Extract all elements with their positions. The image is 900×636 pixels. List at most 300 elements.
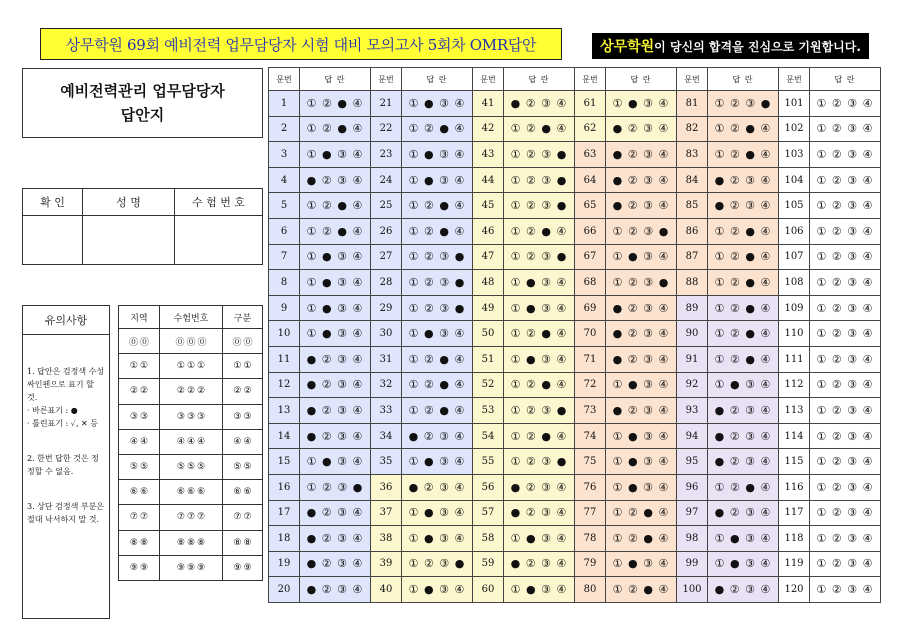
answer-bubble[interactable]: ②: [322, 224, 333, 238]
answer-bubble[interactable]: ④: [352, 147, 364, 161]
answer-bubble[interactable]: ①: [612, 531, 624, 545]
answer-bubble[interactable]: ②: [525, 96, 537, 110]
answer-bubble[interactable]: ②: [831, 275, 843, 289]
digit-bubble[interactable]: ③: [233, 411, 242, 422]
digit-bubble[interactable]: ①: [197, 361, 206, 372]
digit-bubble[interactable]: ⑤: [176, 462, 185, 473]
filled-bubble[interactable]: ●: [352, 480, 364, 494]
answer-bubble[interactable]: ①: [816, 506, 828, 520]
answer-bubble[interactable]: ④: [760, 352, 772, 366]
answer-bubble[interactable]: ④: [760, 199, 772, 213]
answer-bubble[interactable]: ④: [454, 352, 466, 366]
answer-bubbles[interactable]: [300, 372, 371, 398]
answer-bubble[interactable]: ④: [556, 480, 568, 494]
answer-bubbles[interactable]: [810, 423, 881, 449]
filled-bubble[interactable]: ●: [628, 378, 639, 392]
answer-bubbles[interactable]: [504, 167, 575, 193]
answer-bubbles[interactable]: [504, 244, 575, 270]
filled-bubble[interactable]: ●: [424, 583, 435, 597]
answer-bubble[interactable]: ④: [760, 301, 772, 315]
answer-bubble[interactable]: ①: [714, 557, 726, 571]
answer-bubble[interactable]: ④: [760, 557, 772, 571]
filled-bubble[interactable]: ●: [745, 250, 756, 264]
answer-bubble[interactable]: ①: [816, 583, 828, 597]
answer-bubble[interactable]: ①: [408, 583, 420, 597]
answer-bubble[interactable]: ①: [816, 224, 828, 238]
answer-bubbles[interactable]: [606, 474, 677, 500]
answer-bubble[interactable]: ①: [306, 250, 318, 264]
filled-bubble[interactable]: ●: [306, 506, 318, 520]
answer-bubble[interactable]: ③: [439, 327, 450, 341]
code-bubble-cell[interactable]: [160, 329, 223, 354]
answer-bubble[interactable]: ③: [847, 224, 859, 238]
filled-bubble[interactable]: ●: [408, 429, 420, 443]
answer-bubble[interactable]: ③: [541, 301, 552, 315]
answer-bubbles[interactable]: [708, 500, 779, 526]
filled-bubble[interactable]: ●: [760, 96, 772, 110]
answer-bubble[interactable]: ④: [556, 275, 568, 289]
answer-bubble[interactable]: ③: [847, 147, 859, 161]
digit-bubble[interactable]: ⑤: [197, 462, 206, 473]
answer-bubble[interactable]: ②: [627, 352, 639, 366]
answer-bubble[interactable]: ③: [847, 173, 859, 187]
answer-bubble[interactable]: ②: [730, 301, 741, 315]
code-bubble-cell[interactable]: [223, 480, 263, 505]
digit-bubble[interactable]: ③: [129, 411, 138, 422]
filled-bubble[interactable]: ●: [745, 122, 756, 136]
answer-bubble[interactable]: ②: [831, 403, 843, 417]
code-bubble-cell[interactable]: [119, 429, 160, 454]
answer-bubble[interactable]: ④: [862, 147, 874, 161]
code-bubble-cell[interactable]: [160, 404, 223, 429]
answer-bubble[interactable]: ④: [352, 301, 364, 315]
answer-bubble[interactable]: ③: [643, 327, 654, 341]
answer-bubbles[interactable]: [606, 321, 677, 347]
digit-bubble[interactable]: ⓪: [140, 337, 150, 348]
digit-bubble[interactable]: ⑦: [197, 512, 206, 523]
filled-bubble[interactable]: ●: [556, 250, 568, 264]
answer-bubble[interactable]: ③: [745, 173, 756, 187]
answer-bubbles[interactable]: [810, 218, 881, 244]
digit-bubble[interactable]: ②: [186, 386, 196, 397]
filled-bubble[interactable]: ●: [556, 173, 568, 187]
answer-bubble[interactable]: ①: [306, 224, 318, 238]
answer-bubbles[interactable]: [300, 423, 371, 449]
answer-bubbles[interactable]: [708, 551, 779, 577]
filled-bubble[interactable]: ●: [306, 403, 318, 417]
answer-bubble[interactable]: ④: [352, 583, 364, 597]
answer-bubbles[interactable]: [708, 167, 779, 193]
answer-bubble[interactable]: ④: [658, 352, 670, 366]
digit-bubble[interactable]: ④: [243, 436, 252, 447]
filled-bubble[interactable]: ●: [306, 352, 318, 366]
answer-bubble[interactable]: ③: [643, 250, 654, 264]
answer-bubble[interactable]: ①: [408, 147, 420, 161]
filled-bubble[interactable]: ●: [541, 429, 552, 443]
answer-bubble[interactable]: ②: [423, 480, 435, 494]
filled-bubble[interactable]: ●: [745, 224, 756, 238]
answer-bubble[interactable]: ②: [627, 403, 639, 417]
answer-bubble[interactable]: ①: [816, 327, 828, 341]
answer-bubble[interactable]: ②: [525, 506, 537, 520]
answer-bubble[interactable]: ①: [816, 557, 828, 571]
digit-bubble[interactable]: ⑨: [140, 562, 149, 573]
answer-bubble[interactable]: ③: [847, 480, 859, 494]
answer-bubble[interactable]: ②: [831, 531, 843, 545]
answer-bubble[interactable]: ①: [306, 122, 318, 136]
filled-bubble[interactable]: ●: [510, 557, 522, 571]
code-bubble-cell[interactable]: [160, 354, 223, 379]
answer-bubble[interactable]: ③: [439, 147, 450, 161]
answer-bubbles[interactable]: [300, 346, 371, 372]
answer-bubble[interactable]: ①: [816, 429, 828, 443]
answer-bubble[interactable]: ②: [729, 429, 741, 443]
answer-bubble[interactable]: ①: [408, 301, 420, 315]
digit-bubble[interactable]: ④: [186, 436, 196, 447]
filled-bubble[interactable]: ●: [714, 455, 726, 469]
answer-bubble[interactable]: ④: [658, 583, 670, 597]
answer-bubble[interactable]: ④: [454, 173, 466, 187]
answer-bubble[interactable]: ④: [352, 403, 364, 417]
answer-bubble[interactable]: ③: [541, 199, 553, 213]
answer-bubble[interactable]: ④: [352, 250, 364, 264]
answer-bubbles[interactable]: [402, 244, 473, 270]
answer-bubbles[interactable]: [504, 116, 575, 142]
digit-bubble[interactable]: ⑦: [140, 512, 149, 523]
digit-bubble[interactable]: ⑨: [176, 562, 185, 573]
answer-bubble[interactable]: ③: [541, 352, 552, 366]
answer-bubble[interactable]: ②: [729, 403, 741, 417]
digit-bubble[interactable]: ⑦: [176, 512, 185, 523]
answer-bubble[interactable]: ③: [847, 429, 859, 443]
code-bubble-cell[interactable]: [119, 454, 160, 479]
answer-bubble[interactable]: ①: [306, 301, 318, 315]
answer-bubble[interactable]: ①: [306, 199, 318, 213]
answer-bubble[interactable]: ④: [862, 506, 874, 520]
filled-bubble[interactable]: ●: [424, 327, 435, 341]
answer-bubbles[interactable]: [402, 346, 473, 372]
answer-bubble[interactable]: ①: [408, 173, 420, 187]
answer-bubble[interactable]: ②: [627, 122, 639, 136]
answer-bubble[interactable]: ③: [439, 250, 451, 264]
answer-bubble[interactable]: ②: [526, 147, 537, 161]
answer-bubble[interactable]: ④: [352, 199, 364, 213]
digit-bubble[interactable]: ⑧: [176, 537, 185, 548]
answer-bubble[interactable]: ①: [408, 455, 420, 469]
answer-bubble[interactable]: ④: [352, 173, 364, 187]
answer-bubble[interactable]: ③: [643, 96, 654, 110]
answer-bubbles[interactable]: [300, 116, 371, 142]
answer-bubble[interactable]: ④: [862, 378, 874, 392]
answer-bubble[interactable]: ①: [408, 378, 420, 392]
code-bubble-cell[interactable]: [119, 404, 160, 429]
answer-bubble[interactable]: ①: [714, 301, 726, 315]
answer-bubble[interactable]: ②: [730, 480, 741, 494]
answer-bubble[interactable]: ②: [424, 378, 435, 392]
answer-bubble[interactable]: ②: [729, 583, 741, 597]
answer-bubble[interactable]: ②: [321, 378, 333, 392]
answer-bubble[interactable]: ④: [658, 199, 670, 213]
answer-bubbles[interactable]: [708, 474, 779, 500]
answer-bubble[interactable]: ④: [556, 224, 568, 238]
filled-bubble[interactable]: ●: [306, 173, 318, 187]
digit-bubble[interactable]: ⑥: [233, 487, 242, 498]
filled-bubble[interactable]: ●: [322, 147, 333, 161]
answer-bubbles[interactable]: [606, 193, 677, 219]
answer-bubble[interactable]: ④: [862, 352, 874, 366]
answer-bubble[interactable]: ①: [408, 403, 420, 417]
answer-bubble[interactable]: ①: [816, 352, 828, 366]
digit-bubble[interactable]: ⑧: [129, 537, 138, 548]
answer-bubble[interactable]: ①: [408, 506, 420, 520]
answer-bubble[interactable]: ①: [510, 583, 522, 597]
answer-bubbles[interactable]: [606, 142, 677, 168]
filled-bubble[interactable]: ●: [643, 583, 654, 597]
answer-bubble[interactable]: ④: [658, 531, 670, 545]
digit-bubble[interactable]: ④: [197, 436, 206, 447]
answer-bubbles[interactable]: [708, 244, 779, 270]
filled-bubble[interactable]: ●: [306, 557, 318, 571]
answer-bubble[interactable]: ③: [745, 531, 756, 545]
answer-bubbles[interactable]: [606, 270, 677, 296]
answer-bubbles[interactable]: [504, 321, 575, 347]
answer-bubbles[interactable]: [504, 346, 575, 372]
digit-bubble[interactable]: ⑨: [243, 562, 252, 573]
answer-bubble[interactable]: ③: [745, 96, 757, 110]
answer-bubble[interactable]: ③: [337, 506, 348, 520]
answer-bubble[interactable]: ③: [439, 96, 450, 110]
filled-bubble[interactable]: ●: [628, 557, 639, 571]
answer-bubble[interactable]: ②: [628, 531, 639, 545]
filled-bubble[interactable]: ●: [612, 403, 624, 417]
filled-bubble[interactable]: ●: [439, 352, 450, 366]
filled-bubble[interactable]: ●: [439, 122, 450, 136]
filled-bubble[interactable]: ●: [322, 327, 333, 341]
answer-bubble[interactable]: ④: [862, 224, 874, 238]
answer-bubble[interactable]: ③: [745, 378, 756, 392]
answer-bubble[interactable]: ①: [816, 122, 828, 136]
answer-bubble[interactable]: ④: [352, 378, 364, 392]
answer-bubble[interactable]: ①: [816, 96, 828, 110]
answer-bubbles[interactable]: [708, 526, 779, 552]
answer-bubble[interactable]: ②: [322, 480, 333, 494]
answer-bubble[interactable]: ②: [729, 173, 741, 187]
answer-bubble[interactable]: ②: [628, 506, 639, 520]
answer-bubble[interactable]: ③: [847, 301, 859, 315]
answer-bubble[interactable]: ④: [658, 96, 670, 110]
answer-bubble[interactable]: ③: [337, 173, 348, 187]
digit-bubble[interactable]: ⓪: [128, 337, 138, 348]
filled-bubble[interactable]: ●: [745, 275, 756, 289]
answer-bubble[interactable]: ④: [556, 506, 568, 520]
filled-bubble[interactable]: ●: [612, 301, 624, 315]
answer-bubble[interactable]: ①: [816, 378, 828, 392]
digit-bubble[interactable]: ⑧: [243, 537, 252, 548]
answer-bubbles[interactable]: [606, 398, 677, 424]
answer-bubble[interactable]: ③: [847, 275, 859, 289]
answer-bubbles[interactable]: [504, 142, 575, 168]
filled-bubble[interactable]: ●: [541, 224, 552, 238]
answer-bubble[interactable]: ③: [745, 506, 756, 520]
answer-bubble[interactable]: ③: [745, 199, 756, 213]
answer-bubble[interactable]: ①: [510, 378, 522, 392]
answer-bubble[interactable]: ④: [556, 583, 568, 597]
answer-bubbles[interactable]: [504, 423, 575, 449]
filled-bubble[interactable]: ●: [714, 403, 726, 417]
answer-bubble[interactable]: ③: [541, 173, 553, 187]
answer-bubbles[interactable]: [606, 423, 677, 449]
digit-bubble[interactable]: ⑥: [243, 487, 252, 498]
answer-bubble[interactable]: ④: [454, 403, 466, 417]
answer-bubble[interactable]: ①: [612, 506, 624, 520]
digit-bubble[interactable]: ⑧: [186, 537, 196, 548]
answer-bubble[interactable]: ④: [760, 429, 772, 443]
answer-bubble[interactable]: ④: [862, 531, 874, 545]
filled-bubble[interactable]: ●: [612, 327, 624, 341]
filled-bubble[interactable]: ●: [658, 224, 670, 238]
digit-bubble[interactable]: ⓪: [197, 337, 207, 348]
answer-bubble[interactable]: ③: [439, 583, 450, 597]
answer-bubble[interactable]: ③: [745, 455, 756, 469]
answer-bubble[interactable]: ①: [816, 147, 828, 161]
answer-bubble[interactable]: ③: [337, 583, 348, 597]
answer-bubble[interactable]: ①: [510, 429, 522, 443]
answer-bubble[interactable]: ④: [454, 378, 466, 392]
answer-bubble[interactable]: ③: [439, 455, 450, 469]
code-bubble-cell[interactable]: [223, 379, 263, 404]
filled-bubble[interactable]: ●: [612, 173, 624, 187]
answer-bubble[interactable]: ④: [556, 122, 568, 136]
answer-bubble[interactable]: ②: [831, 506, 843, 520]
code-bubble-cell[interactable]: [119, 354, 160, 379]
answer-bubble[interactable]: ①: [408, 122, 420, 136]
answer-bubbles[interactable]: [810, 474, 881, 500]
answer-bubble[interactable]: ③: [643, 301, 654, 315]
answer-bubble[interactable]: ②: [831, 583, 843, 597]
answer-bubble[interactable]: ④: [862, 122, 874, 136]
answer-bubbles[interactable]: [504, 295, 575, 321]
filled-bubble[interactable]: ●: [454, 275, 466, 289]
answer-bubbles[interactable]: [504, 526, 575, 552]
answer-bubble[interactable]: ③: [847, 506, 859, 520]
answer-bubble[interactable]: ②: [423, 429, 435, 443]
answer-bubble[interactable]: ①: [612, 250, 624, 264]
answer-bubble[interactable]: ④: [454, 147, 466, 161]
answer-bubble[interactable]: ②: [424, 122, 435, 136]
answer-bubble[interactable]: ①: [612, 429, 624, 443]
answer-bubble[interactable]: ③: [847, 378, 859, 392]
filled-bubble[interactable]: ●: [322, 275, 333, 289]
answer-bubble[interactable]: ②: [525, 480, 537, 494]
digit-bubble[interactable]: ①: [233, 361, 242, 372]
filled-bubble[interactable]: ●: [745, 480, 756, 494]
answer-bubble[interactable]: ③: [847, 250, 859, 264]
answer-bubbles[interactable]: [402, 270, 473, 296]
answer-bubbles[interactable]: [708, 91, 779, 117]
digit-bubble[interactable]: ⑥: [176, 487, 185, 498]
answer-bubble[interactable]: ①: [714, 480, 726, 494]
answer-bubble[interactable]: ①: [714, 224, 726, 238]
filled-bubble[interactable]: ●: [628, 250, 639, 264]
answer-bubble[interactable]: ③: [745, 557, 756, 571]
answer-bubbles[interactable]: [402, 295, 473, 321]
answer-bubble[interactable]: ④: [760, 506, 772, 520]
filled-bubble[interactable]: ●: [306, 378, 318, 392]
answer-bubble[interactable]: ④: [556, 429, 568, 443]
answer-bubbles[interactable]: [810, 372, 881, 398]
digit-bubble[interactable]: ①: [186, 361, 196, 372]
answer-bubble[interactable]: ②: [526, 122, 537, 136]
answer-bubble[interactable]: ③: [541, 583, 552, 597]
answer-bubbles[interactable]: [402, 398, 473, 424]
answer-bubble[interactable]: ③: [541, 455, 553, 469]
answer-bubble[interactable]: ②: [526, 455, 537, 469]
answer-bubble[interactable]: ②: [730, 275, 741, 289]
answer-bubble[interactable]: ①: [408, 224, 420, 238]
answer-bubble[interactable]: ④: [352, 352, 364, 366]
answer-bubble[interactable]: ④: [556, 301, 568, 315]
digit-bubble[interactable]: ⓪: [232, 337, 242, 348]
answer-bubbles[interactable]: [708, 193, 779, 219]
answer-bubble[interactable]: ③: [847, 583, 859, 597]
answer-bubble[interactable]: ④: [658, 429, 670, 443]
digit-bubble[interactable]: ①: [140, 361, 149, 372]
answer-bubbles[interactable]: [708, 346, 779, 372]
answer-bubbles[interactable]: [606, 526, 677, 552]
answer-bubble[interactable]: ③: [745, 429, 756, 443]
filled-bubble[interactable]: ●: [556, 403, 568, 417]
answer-bubble[interactable]: ③: [337, 301, 348, 315]
answer-bubble[interactable]: ④: [760, 173, 772, 187]
code-bubble-cell[interactable]: [119, 379, 160, 404]
answer-bubble[interactable]: ④: [760, 455, 772, 469]
answer-bubbles[interactable]: [810, 500, 881, 526]
filled-bubble[interactable]: ●: [510, 480, 522, 494]
answer-bubble[interactable]: ①: [510, 199, 522, 213]
answer-bubble[interactable]: ①: [816, 403, 828, 417]
answer-bubble[interactable]: ①: [714, 147, 726, 161]
answer-bubble[interactable]: ①: [714, 327, 726, 341]
answer-bubble[interactable]: ①: [408, 327, 420, 341]
answer-bubble[interactable]: ③: [337, 327, 348, 341]
answer-bubble[interactable]: ④: [862, 199, 874, 213]
answer-bubble[interactable]: ②: [627, 301, 639, 315]
filled-bubble[interactable]: ●: [730, 557, 741, 571]
answer-bubble[interactable]: ③: [337, 531, 348, 545]
answer-bubble[interactable]: ①: [510, 403, 522, 417]
answer-bubble[interactable]: ①: [510, 250, 522, 264]
filled-bubble[interactable]: ●: [424, 173, 435, 187]
answer-bubble[interactable]: ②: [627, 327, 639, 341]
answer-bubbles[interactable]: [300, 577, 371, 603]
answer-bubbles[interactable]: [810, 526, 881, 552]
filled-bubble[interactable]: ●: [408, 480, 420, 494]
answer-bubble[interactable]: ②: [831, 557, 843, 571]
answer-bubble[interactable]: ④: [760, 147, 772, 161]
answer-bubble[interactable]: ③: [337, 403, 348, 417]
answer-bubble[interactable]: ②: [321, 506, 333, 520]
answer-bubble[interactable]: ④: [658, 506, 670, 520]
answer-bubble[interactable]: ③: [541, 557, 552, 571]
filled-bubble[interactable]: ●: [454, 557, 466, 571]
answer-bubble[interactable]: ②: [831, 122, 843, 136]
filled-bubble[interactable]: ●: [628, 480, 639, 494]
filled-bubble[interactable]: ●: [628, 96, 639, 110]
answer-bubbles[interactable]: [300, 398, 371, 424]
digit-bubble[interactable]: ⑨: [197, 562, 206, 573]
answer-bubble[interactable]: ①: [306, 147, 318, 161]
answer-bubble[interactable]: ②: [729, 506, 741, 520]
